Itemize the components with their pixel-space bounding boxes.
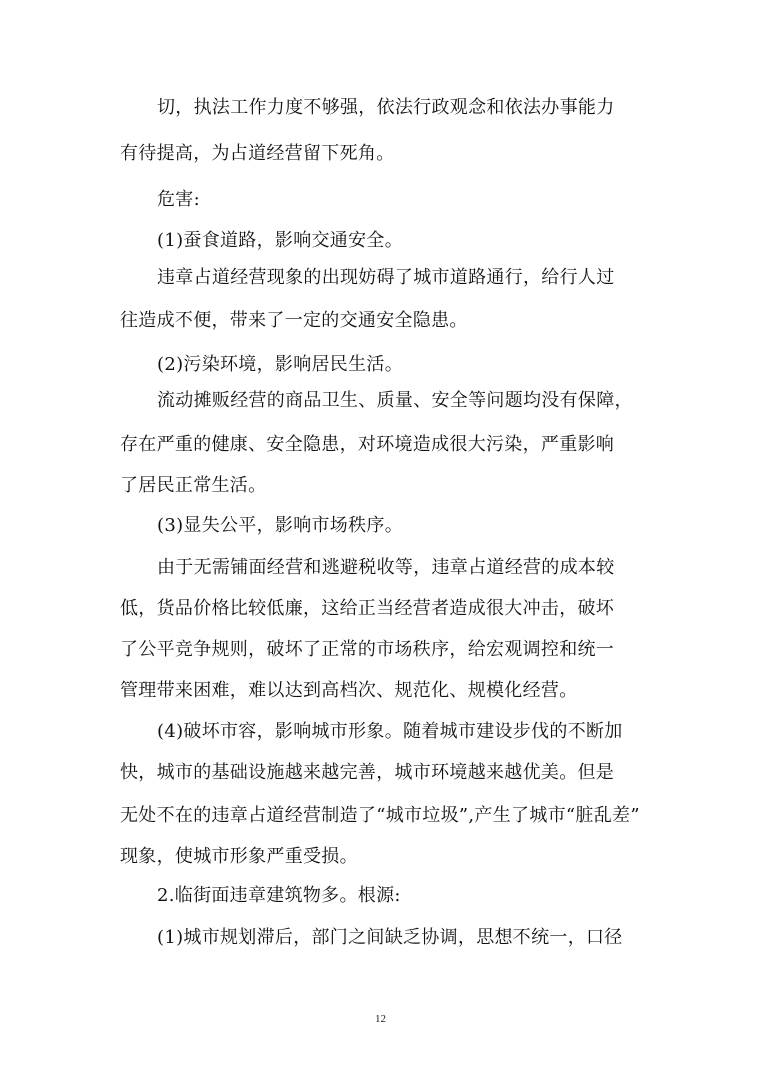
text-line: 管理带来困难，难以达到高档次、规范化、规模化经营。: [120, 680, 578, 701]
text-line: 往造成不便，带来了一定的交通安全隐患。: [120, 310, 468, 331]
text-line: (2)污染环境，影响居民生活。: [157, 354, 403, 375]
text-line: 快，城市的基础设施越来越完善，城市环境越来越优美。但是: [120, 762, 615, 783]
text-line: 2.临街面违章建筑物多。根源:: [157, 885, 401, 906]
text-line: 切，执法工作力度不够强，依法行政观念和依法办事能力: [157, 97, 615, 118]
text-line: 了居民正常生活。: [120, 475, 267, 496]
text-line: (1)蚕食道路，影响交通安全。: [157, 230, 403, 251]
text-line: 违章占道经营现象的出现妨碍了城市道路通行，给行人过: [157, 267, 615, 288]
page-number: 12: [375, 1013, 386, 1025]
text-line: 流动摊贩经营的商品卫生、质量、安全等问题均没有保障，: [157, 390, 633, 411]
text-line: (3)显失公平，影响市场秩序。: [157, 515, 403, 536]
text-line: 无处不在的违章占道经营制造了“城市垃圾”,产生了城市“脏乱差”: [120, 805, 640, 826]
text-line: 有待提高，为占道经营留下死角。: [120, 143, 395, 164]
text-line: 由于无需铺面经营和逃避税收等，违章占道经营的成本较: [157, 557, 615, 578]
text-line: 现象，使城市形象严重受损。: [120, 846, 358, 867]
text-line: 低，货品价格比较低廉，这给正当经营者造成很大冲击，破坏: [120, 598, 615, 619]
text-line: (4)破坏市容，影响城市形象。随着城市建设步伐的不断加: [157, 721, 623, 742]
text-line: 了公平竞争规则，破坏了正常的市场秩序，给宏观调控和统一: [120, 639, 615, 660]
text-line: 危害:: [157, 189, 200, 210]
text-line: (1)城市规划滞后，部门之间缺乏协调，思想不统一，口径: [157, 927, 623, 948]
text-line: 存在严重的健康、安全隐患，对环境造成很大污染，严重影响: [120, 434, 615, 455]
